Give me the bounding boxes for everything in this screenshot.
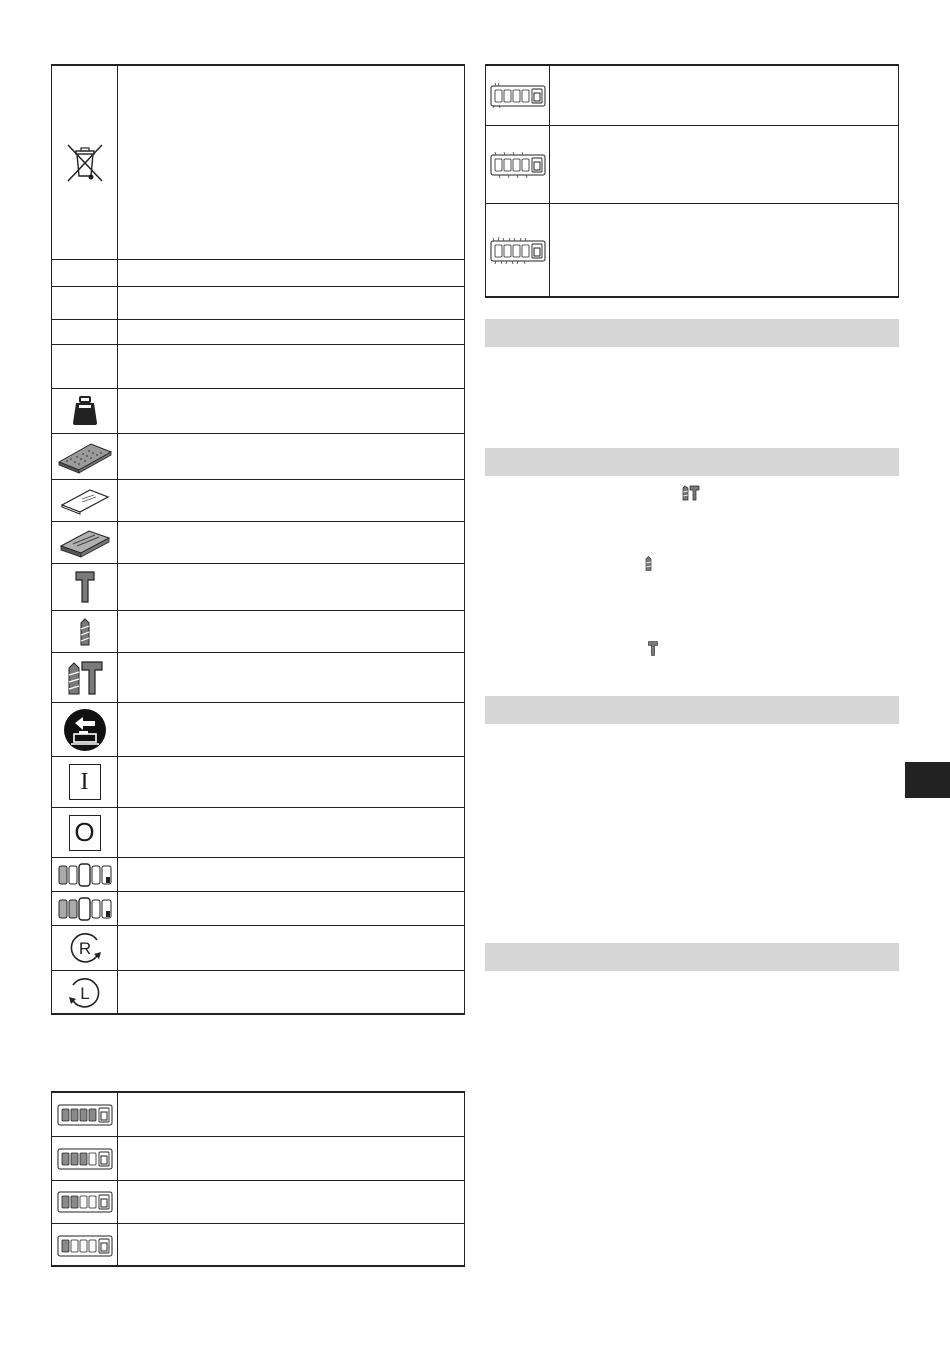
symbol-row-blank-3 bbox=[52, 320, 464, 345]
section-heading-bar-1 bbox=[485, 319, 899, 347]
symbol-row-blank-2 bbox=[52, 287, 464, 320]
symbol-row-blank-1 bbox=[52, 260, 464, 287]
switch-off-icon: O bbox=[52, 808, 118, 857]
switch-on-icon: I bbox=[52, 757, 118, 807]
rotation-left-letter: L bbox=[79, 984, 90, 1003]
symbol-row-drill bbox=[52, 611, 464, 653]
battery-level-icon bbox=[486, 204, 550, 298]
battery-warning-row bbox=[486, 126, 898, 204]
battery-pack-icon bbox=[52, 434, 118, 479]
symbol-row-selector-1 bbox=[52, 858, 464, 892]
hammer-icon bbox=[52, 564, 118, 610]
drill-icon bbox=[52, 611, 118, 652]
battery-level-row bbox=[52, 1093, 464, 1137]
symbol-row-drill-hammer bbox=[52, 653, 464, 703]
drill-hammer-icon bbox=[52, 653, 118, 702]
battery-level-icon bbox=[486, 66, 550, 125]
rotation-right-letter: R bbox=[78, 939, 91, 958]
symbol-row-weight bbox=[52, 389, 464, 434]
battery-level-icon bbox=[52, 1137, 118, 1180]
battery-level-icon bbox=[52, 1181, 118, 1223]
symbol-row-remove-battery bbox=[52, 703, 464, 757]
battery-level-row bbox=[52, 1181, 464, 1224]
drill-icon bbox=[645, 556, 652, 571]
battery-warning-table bbox=[485, 64, 899, 298]
rotation-left-icon bbox=[52, 971, 118, 1015]
section-heading-bar-3 bbox=[485, 696, 899, 724]
section-heading-bar-2 bbox=[485, 448, 899, 476]
section-heading-bar-4 bbox=[485, 943, 899, 971]
selector-gauge-icon bbox=[52, 858, 118, 891]
symbol-row-selector-2 bbox=[52, 892, 464, 926]
remove-battery-icon bbox=[52, 703, 118, 756]
battery-level-table bbox=[51, 1091, 465, 1267]
drill-hammer-icon bbox=[682, 485, 700, 501]
symbol-row-hammer bbox=[52, 564, 464, 611]
symbol-row-manual bbox=[52, 480, 464, 522]
battery-warning-row bbox=[486, 204, 898, 298]
battery-level-icon bbox=[52, 1224, 118, 1267]
symbol-row-rotation-left bbox=[52, 971, 464, 1015]
battery-level-row bbox=[52, 1224, 464, 1267]
battery-warning-row bbox=[486, 66, 898, 126]
symbol-row-switch-off bbox=[52, 808, 464, 858]
selector-gauge-icon bbox=[52, 892, 118, 925]
language-tab-marker bbox=[905, 762, 950, 798]
weight-icon bbox=[52, 389, 118, 433]
crossed-out-wheelie-bin-icon bbox=[52, 66, 118, 259]
symbol-row-rotation-right bbox=[52, 926, 464, 971]
symbol-row-weee bbox=[52, 66, 464, 260]
battery-level-row bbox=[52, 1137, 464, 1181]
symbol-row-switch-on bbox=[52, 757, 464, 808]
hammer-icon bbox=[648, 641, 658, 656]
rotation-right-icon bbox=[52, 926, 118, 970]
battery-level-icon bbox=[52, 1093, 118, 1136]
symbol-row-battery-pack bbox=[52, 434, 464, 480]
battery-level-icon bbox=[486, 126, 550, 203]
manual-icon bbox=[52, 480, 118, 521]
symbol-table bbox=[51, 64, 465, 1015]
symbol-row-blank-4 bbox=[52, 345, 464, 389]
symbol-row-battery-flat bbox=[52, 522, 464, 564]
battery-flat-icon bbox=[52, 522, 118, 563]
